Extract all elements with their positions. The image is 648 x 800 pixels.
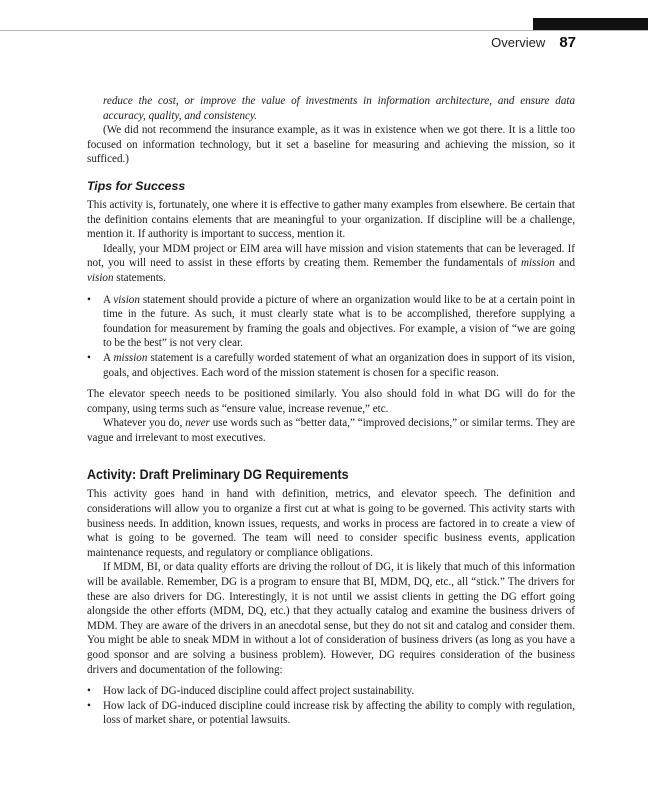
tips-paragraph-1: This activity is, fortunately, one where it is effective to gather many examples from elsewhere. Be certain that the definition contains elements that are meaningful to your organization. If discipline will be a challenge, mention it. If authority is important to success, mention it. — [87, 198, 575, 241]
intro-note: (We did not recommend the insurance example, as it was in existence when we got there. It is a little too focused on information technology, but it set a baseline for measuring and achieving the mission, so it sufficed.) — [87, 124, 575, 166]
bullet-text-em: vision — [113, 293, 140, 306]
bullet-glyph: • — [87, 685, 91, 698]
list-item — [87, 699, 575, 728]
bullet-glyph: • — [87, 699, 91, 712]
page-body — [87, 94, 575, 735]
tips-paragraph-4 — [87, 416, 575, 445]
bullet-text: How lack of DG-induced discipline could affect project sustainability. — [103, 685, 415, 698]
activity-bullet-list — [87, 684, 575, 728]
tips-p2-text: Ideally, your MDM project or EIM area will have mission and vision statements that can be leveraged. If not, you will need to assist in these efforts by creating them. Remember the fundamentals of — [87, 242, 575, 270]
tips-p2-end: statements. — [113, 271, 166, 284]
tips-heading: Tips for Success — [87, 178, 186, 193]
activity-paragraph-2: If MDM, BI, or data quality efforts are driving the rollout of DG, it is likely that much of this information will be available. Remember, DG is a program to ensure that BI, MDM, DQ, etc., all “stick.” The drivers for these are also drivers for DG. Interestingly, it is not until we assist clients in getting the DG effort going alongside the other efforts (MDM, DQ, etc.) that they actually catalog and examine the business drivers of MDM. They are aware of the drivers in an anecdotal sense, but they do not sit and catalog and consider them. You might be able to sneak MDM in without a lot of consideration of business drivers (as long as you have a good sponsor and are solving a business problem). However, DG requires consideration of the business drivers and documentation of the following: — [87, 561, 575, 676]
tips-bullet-list — [87, 293, 575, 381]
bullet-text-pre: A — [103, 293, 114, 306]
list-item — [87, 684, 575, 699]
bullet-text-rest: statement is a carefully worded statement of what an organization does in support of its vision, goals, and objectives. Each word of the mission statement is chosen for a specific reason. — [103, 351, 575, 379]
bullet-glyph: • — [87, 351, 91, 364]
list-item — [87, 351, 575, 380]
activity-paragraph-1: This activity goes hand in hand with definition, metrics, and elevator speech. The definition and considerations will allow you to organize a first cut at what is going to be governed. This activity starts with business needs. In addition, known issues, requests, and works in process are factored in to create a view of what is going to be governed. The team will need to consider specific business events, application maintenance requests, and regulatory or compliance obligations. — [87, 488, 575, 559]
intro-quote: reduce the cost, or improve the value of investments in information architecture, and ensure data accuracy, quality, and consistency. — [103, 95, 575, 122]
tips-p2-mission: mission — [520, 257, 555, 270]
list-item — [87, 293, 575, 351]
running-head — [491, 34, 576, 51]
tips-paragraph-3: The elevator speech needs to be positioned similarly. You also should fold in what DG will do for the company, using terms such as “ensure value, increase revenue,” etc. — [87, 388, 575, 415]
bullet-glyph: • — [87, 293, 91, 306]
bullet-text-pre: A — [103, 351, 114, 364]
section-name: Overview — [491, 35, 546, 50]
tips-p4-em: never — [185, 417, 210, 430]
tips-p2-vision: vision — [87, 271, 114, 284]
page-number: 87 — [559, 34, 576, 51]
activity-heading: Activity: Draft Preliminary DG Requirements — [87, 467, 349, 483]
bullet-text: How lack of DG-induced discipline could increase risk by affecting the ability to comply with regulation, loss of market share, or potential lawsuits. — [103, 699, 575, 727]
tips-p2-and: and — [554, 257, 576, 270]
tips-paragraph-2 — [87, 242, 575, 286]
bullet-text-em: mission — [113, 351, 148, 364]
bullet-text-rest: statement should provide a picture of where an organization would like to be at a certain point in time in the future. As such, it must clearly state what is to be accomplished, therefore supplying a foundation for measurement by framing the goals and objectives. For example, a vision of “we are going to be the best” is not very clear. — [103, 293, 575, 350]
header-black-tab — [533, 18, 648, 30]
tips-p4-rest: use words such as “better data,” “improved decisions,” or similar terms. They are vague and irrelevant to most executives. — [87, 417, 576, 444]
tips-p4-pre: Whatever you do, — [103, 417, 186, 430]
header-rule — [0, 30, 648, 31]
